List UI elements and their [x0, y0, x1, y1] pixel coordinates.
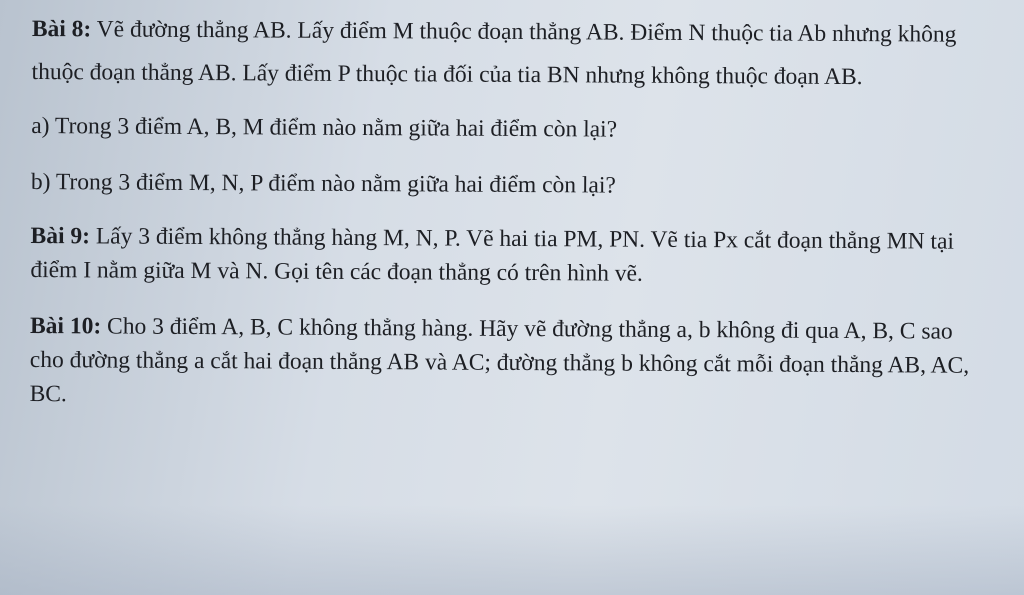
exercise-8 [31, 8, 992, 100]
exercise-10-label: Bài 10: [29, 312, 102, 340]
exercise-10 [30, 309, 991, 417]
exercise-8-label: Bài 8: [31, 15, 92, 43]
exercise-9-label: Bài 9: [30, 222, 91, 250]
exercise-9 [30, 219, 990, 293]
exercise-8-question-b: b) Trong 3 điểm M, N, P điểm nào nằm giữa hai điểm còn lại? [30, 168, 616, 199]
exercise-10-text: Cho 3 điểm A, B, C không thẳng hàng. Hãy vẽ đường thẳng a, b không đi qua A, B, C sao cho đường thẳng a cắt hai đoạn thẳng AB và AC; đường thẳng b không cắt mỗi đoạn thẳng AB, AC, BC. [29, 313, 970, 408]
exercise-8-text: Vẽ đường thẳng AB. Lấy điểm M thuộc đoạn thẳng AB. Điểm N thuộc tia Ab nhưng không thuộc đoạn thẳng AB. Lấy điểm P thuộc tia đối của tia BN nhưng không thuộc đoạn AB. [31, 16, 957, 91]
exercise-9-text: Lấy 3 điểm không thẳng hàng M, N, P. Vẽ hai tia PM, PN. Vẽ tia Px cắt đoạn thẳng MN tại điểm I nằm giữa M và N. Gọi tên các đoạn thẳng có trên hình vẽ. [30, 223, 955, 287]
worksheet [30, 6, 992, 417]
exercise-8-question-a: a) Trong 3 điểm A, B, M điểm nào nằm giữa hai điểm còn lại? [31, 112, 618, 143]
photo-shadow [0, 505, 1024, 595]
